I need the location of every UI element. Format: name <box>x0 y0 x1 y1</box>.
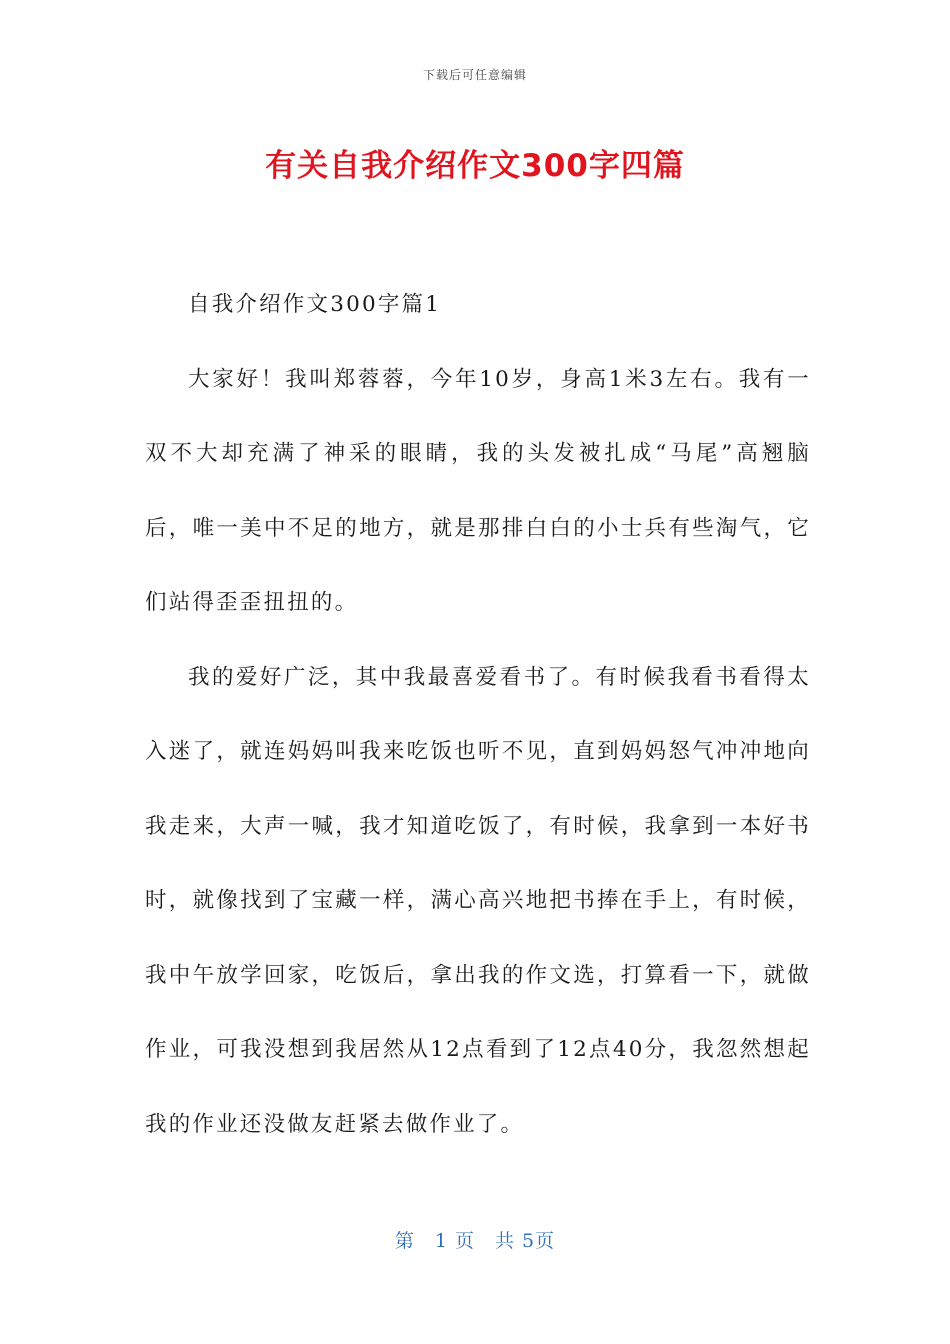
document-title: 有关自我介绍作文300字四篇 <box>265 148 685 184</box>
header-note: 下载后可任意编辑 <box>422 68 527 82</box>
page-number-label: 第 1 页 共 5页 <box>394 1230 556 1252</box>
document-body <box>145 268 811 1162</box>
paragraph: 大家好！我叫郑蓉蓉，今年10岁，身高1米3左右。我有一双不大却充满了神采的眼睛，我的头发被扎成“马尾”高翘脑后，唯一美中不足的地方，就是那排白白的小士兵有些淘气，它们站得歪歪扭扭的。 <box>145 366 811 615</box>
section-heading: 自我介绍作文300字篇1 <box>188 292 442 317</box>
page-footer <box>0 1226 950 1253</box>
paragraph: 我的爱好广泛，其中我最喜爱看书了。有时候我看书看得太入迷了，就连妈妈叫我来吃饭也听不见，直到妈妈怒气冲冲地向我走来，大声一喊，我才知道吃饭了，有时候，我拿到一本好书时，就像找到了宝藏一样，满心高兴地把书捧在手上，有时候，我中午放学回家，吃饭后，拿出我的作文选，打算看一下，就做作业，可我没想到我居然从12点看到了12点40分，我忽然想起我的作业还没做友赶紧去做作业了。 <box>145 664 811 1137</box>
